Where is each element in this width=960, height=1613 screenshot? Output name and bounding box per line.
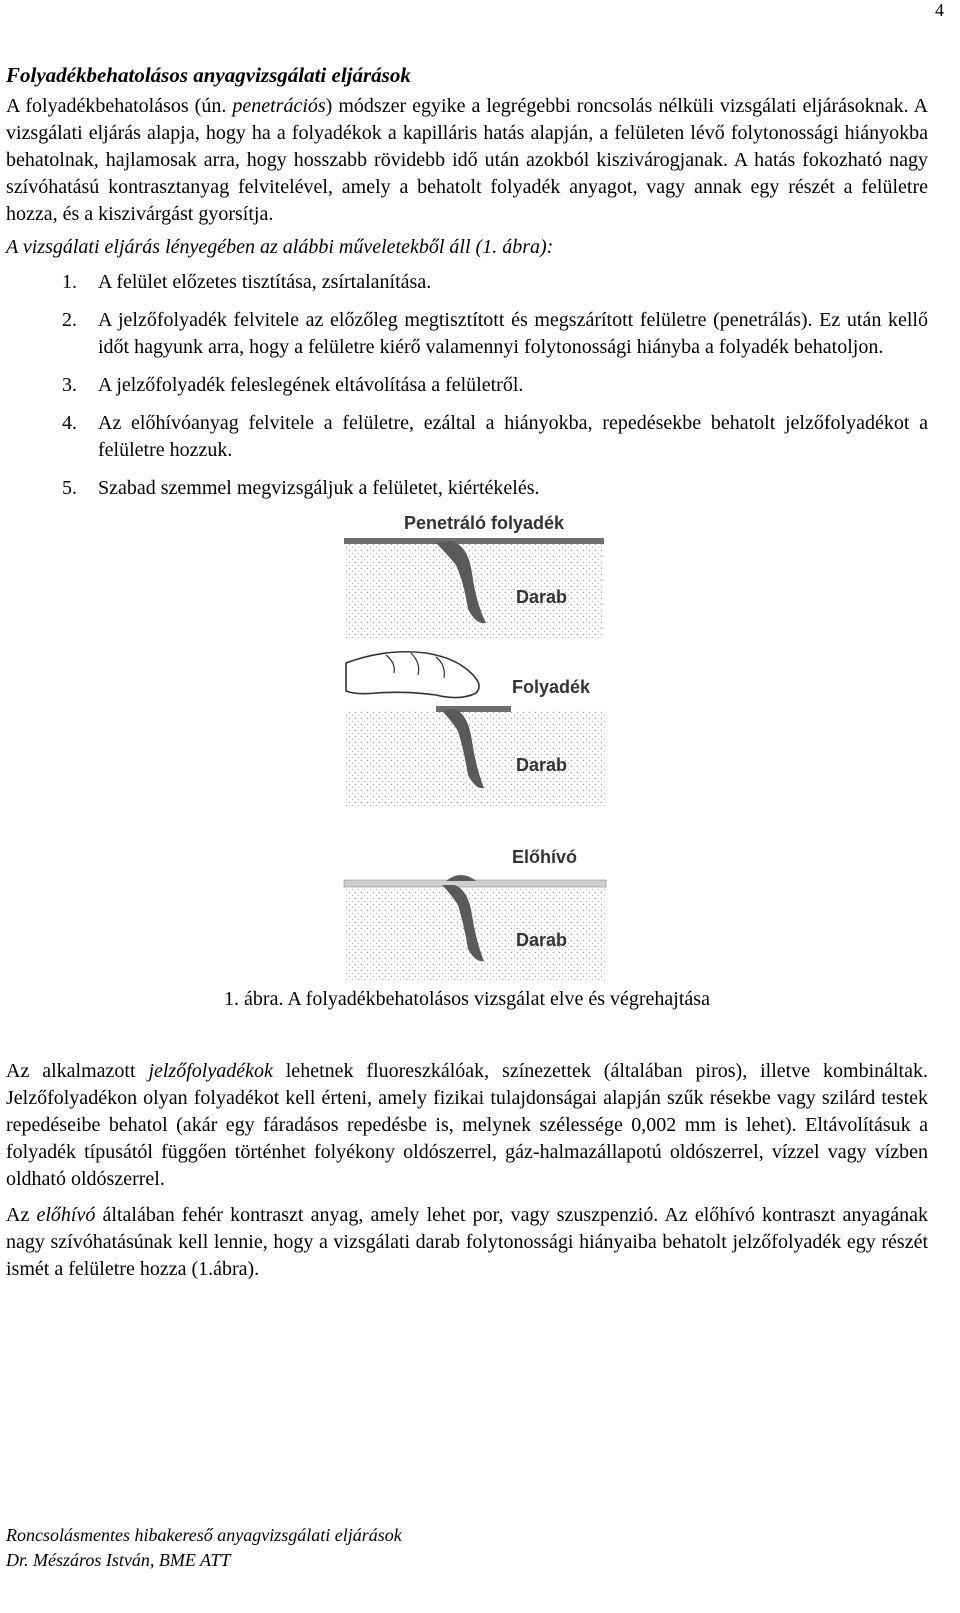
list-item: 4. Az előhívóanyag felvitele a felületre, ezáltal a hiányokba, repedésekbe behatolt jelzőfolyadékot a felületre hozzuk. [62,412,928,461]
panel-developer [344,847,606,981]
penetracios-term: penetrációs [232,95,326,117]
figure-caption: 1. ábra. A folyadékbehatolásos vizsgálat elve és végrehajtása [224,988,710,1010]
intro-paragraph: A folyadékbehatolásos (ún. penetrációs) módszer egyike a legrégebbi roncsolás nélküli vizsgálati eljárásoknak. A vizsgálati eljárás alapja, hogy ha a folyadékok a kapilláris hatás alapján, a felületen lévő folytonossági hiányokba behatolnak, hajlamosak arra, hogy hosszabb rövidebb idő után azokból kiszivárogjanak. A hatás fokozható nagy szívóhatású kontrasztanyag felvitelével, amely a behatolt folyadék anyagot, vagy annak egy részét a felületre hozza, és a kiszivárgást gyorsítja. [6,95,929,225]
indication-bleed [446,875,476,881]
panel1-label: Penetráló folyadék [404,513,565,533]
developer-layer [344,880,606,887]
panel-penetration [344,513,604,638]
panel2-body-label: Darab [516,755,568,775]
steps-intro: A vizsgálati eljárás lényegében az alábbi műveletekből áll (1. ábra): [6,236,554,258]
figure-illustration [6,513,928,983]
document-body [6,62,928,1283]
jelzofolyadekok-term: jelzőfolyadékok [148,1060,273,1082]
elohivo-term: előhívó [36,1204,96,1226]
penetrant-layer [344,538,604,544]
section-title: Folyadékbehatolásos anyagvizsgálati eljárások [6,63,411,87]
steps-list [6,269,928,502]
panel3-body-label: Darab [516,930,568,950]
list-item: 3. A jelzőfolyadék feleslegének eltávolítása a felületről. [62,374,524,396]
developer-paragraph: Az előhívó általában fehér kontraszt anyag, amely lehet por, vagy szuszpenzió. Az előhívó kontraszt anyagának nagy szívóhatásúnak kell lennie, hogy a vizsgálati darab folytonossági hiányaiba behatolt jelzőfolyadék egy részét ismét a felületre hozza (1.ábra). [6,1204,928,1280]
panel-removal [344,652,606,806]
page-number: 4 [935,0,944,20]
indicator-liquid-paragraph: Az alkalmazott jelzőfolyadékok lehetnek fluoreszkálóak, színezettek (általában piros), illetve kombináltak. Jelzőfolyadékon olyan folyadékot kell érteni, amely fizikai tulajdonságai alapján szűk résekbe vagy szilárd testek repedéseibe behatol (akár egy fáradásos repedésbe is, melynek szélessége 0,002 mm is lehet). Eltávolításuk a folyadék típusától függően történhet folyékony oldószerrel, gáz-halmazállapotú oldószerrel, vízzel vagy vízben oldható oldószerrel. [6,1060,928,1190]
panel1-body-label: Darab [516,587,568,607]
panel2-label: Folyadék [512,677,591,697]
list-item: 5. Szabad szemmel megvizsgáljuk a felületet, kiértékelés. [62,477,540,499]
process-figure [6,513,928,983]
panel3-label: Előhívó [512,847,578,867]
list-item: 2. A jelzőfolyadék felvitele az előzőleg megtisztított és megszárított felületre (penetrálás). Ez után kellő időt hagyunk arra, hogy a felületre kiérő valamennyi folytonossági hiányba a folyadék behatoljon. [62,309,928,358]
hand-icon [346,652,479,698]
list-item: 1. A felület előzetes tisztítása, zsírtalanítása. [62,271,432,293]
footer-author: Dr. Mészáros István, BME ATT [6,1550,231,1570]
page-footer [6,1523,402,1573]
footer-title: Roncsolásmentes hibakereső anyagvizsgálati eljárások [6,1525,402,1545]
